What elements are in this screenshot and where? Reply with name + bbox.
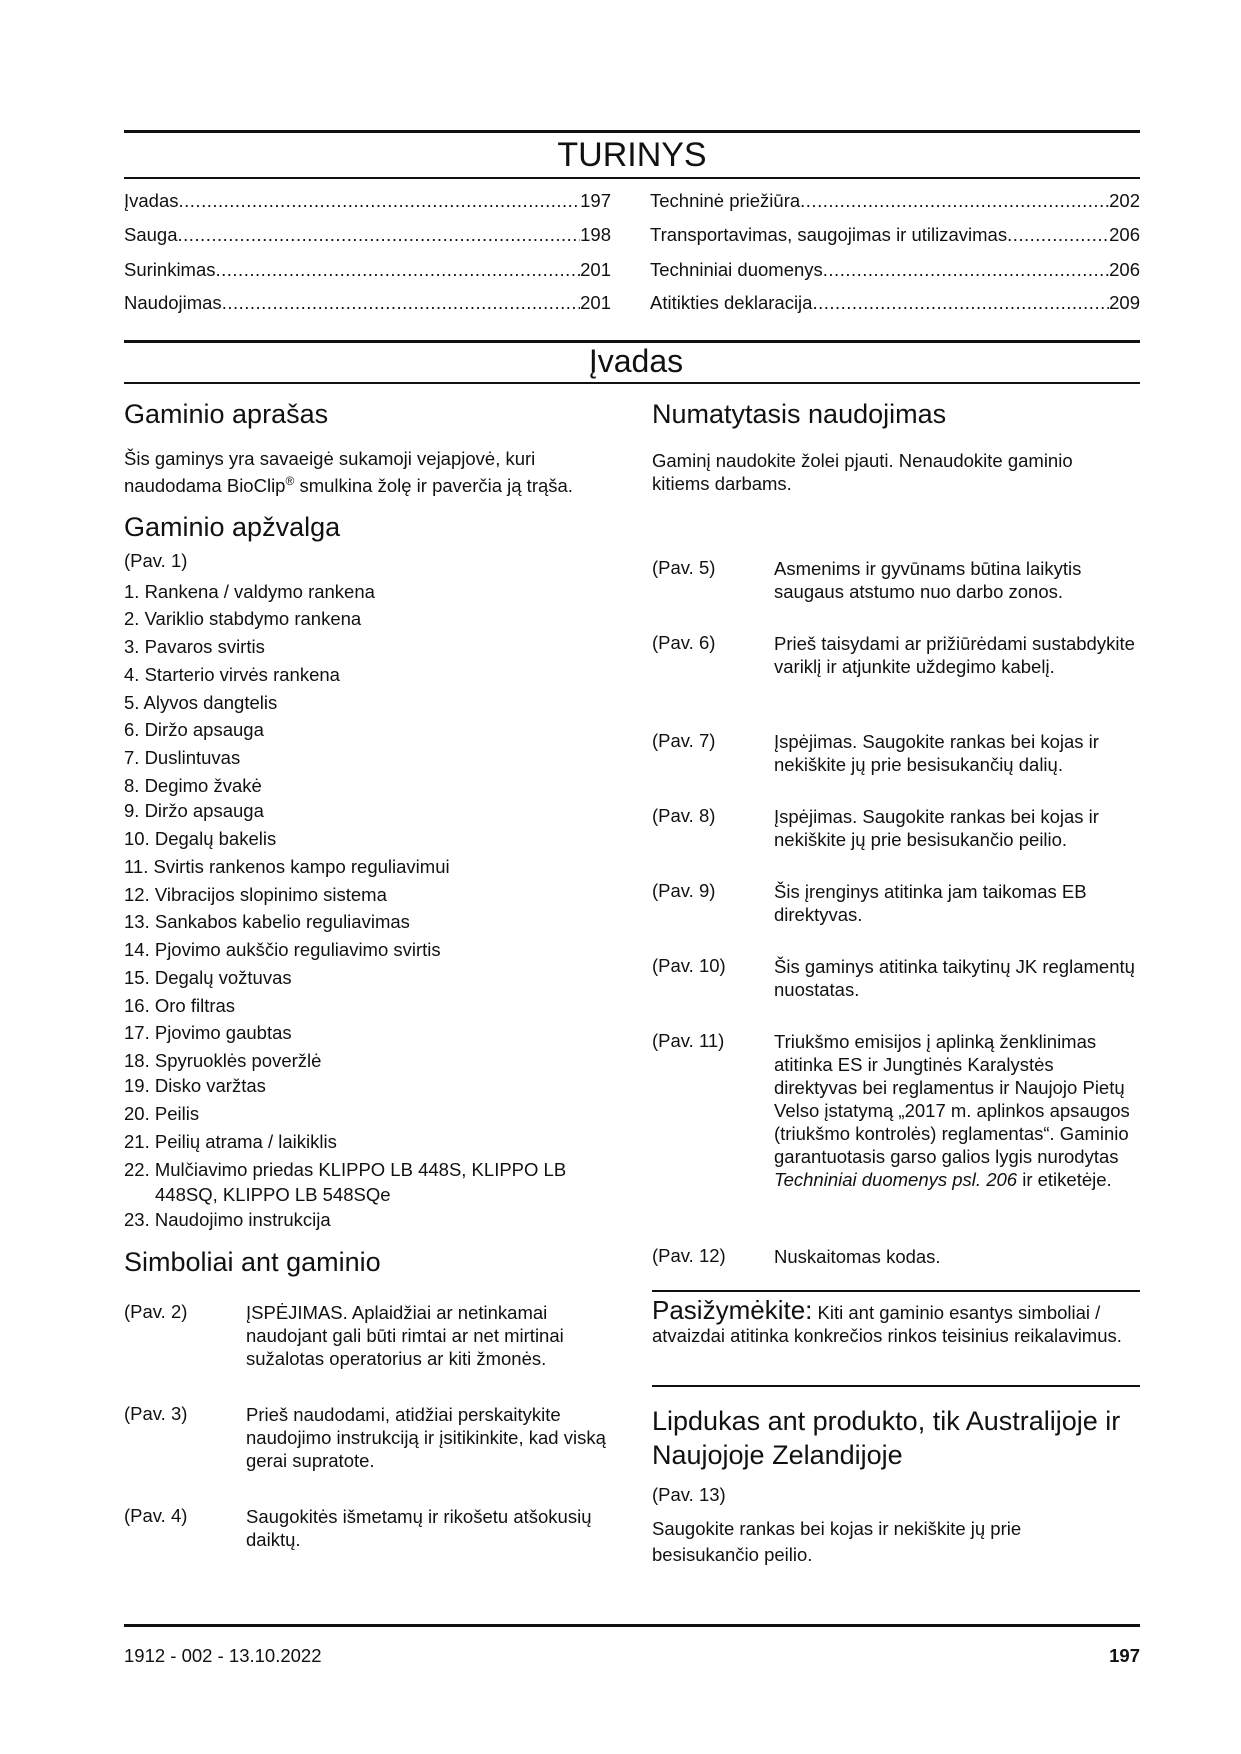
toc-entry[interactable]	[650, 259, 1140, 281]
toc-entry-label: Surinkimas	[124, 259, 216, 280]
list-item-continuation: 448SQ, KLIPPO LB 548SQe	[155, 1184, 391, 1205]
sticker-figure-ref: (Pav. 13)	[652, 1484, 726, 1505]
note-bottom-rule	[652, 1385, 1140, 1387]
toc-entry-page: 201	[580, 259, 611, 280]
symbol-description: Triukšmo emisijos į aplinką ženklinimas atitinka ES ir Jungtinės Karalystės direktyvas bei reglamentus ir Naujojo Pietų Velso įstatymą „2017 m. aplinkos apsaugos (triukšmo kontrolės) reglamentas“. Gaminio garantuotasis garso galios lygis nurodytas Techniniai duomenys psl. 206 ir etiketėje.	[774, 1031, 1130, 1190]
symbol-figure-ref: (Pav. 12)	[652, 1245, 726, 1266]
toc-entry-label: Atitikties deklaracija	[650, 292, 813, 313]
symbol-figure-ref: (Pav. 3)	[124, 1403, 188, 1424]
list-item: 2. Variklio stabdymo rankena	[124, 608, 362, 629]
toc-entry-page: 201	[580, 292, 611, 313]
list-item: 23. Naudojimo instrukcija	[124, 1209, 331, 1230]
toc-entry[interactable]	[650, 190, 1140, 212]
list-item: 13. Sankabos kabelio reguliavimas	[124, 911, 410, 932]
list-item: 11. Svirtis rankenos kampo reguliavimui	[124, 856, 450, 877]
symbol-figure-ref: (Pav. 2)	[124, 1301, 188, 1322]
toc-title: TURINYS	[557, 136, 707, 174]
symbol-description: Prieš taisydami ar prižiūrėdami sustabdykite variklį ir atjunkite uždegimo kabelį.	[774, 633, 1135, 677]
symbols-heading: Simboliai ant gaminio	[124, 1247, 381, 1277]
overview-figure-ref: (Pav. 1)	[124, 550, 188, 571]
intended-use-heading: Numatytasis naudojimas	[652, 399, 947, 429]
list-item: 12. Vibracijos slopinimo sistema	[124, 884, 387, 905]
toc-entry[interactable]	[650, 292, 1140, 314]
list-item: 20. Peilis	[124, 1103, 200, 1124]
list-item: 7. Duslintuvas	[124, 747, 241, 768]
list-item: 16. Oro filtras	[124, 995, 236, 1016]
list-item: 17. Pjovimo gaubtas	[124, 1022, 292, 1043]
note-label: Pasižymėkite:	[652, 1295, 813, 1325]
list-item: 14. Pjovimo aukščio reguliavimo svirtis	[124, 939, 441, 960]
toc-title-rule	[124, 177, 1140, 179]
toc-entry-label: Techniniai duomenys	[650, 259, 823, 280]
list-item: 19. Disko varžtas	[124, 1075, 266, 1096]
toc-entry-page: 202	[1109, 190, 1140, 211]
toc-entry[interactable]	[124, 190, 611, 212]
symbol-figure-ref: (Pav. 7)	[652, 730, 716, 751]
symbol-description: Šis gaminys atitinka taikytinų JK reglamentų nuostatas.	[774, 956, 1135, 1000]
list-item: 18. Spyruoklės poveržlė	[124, 1050, 322, 1071]
product-description-text: Šis gaminys yra savaeigė sukamoji vejapjovė, kuri naudodama BioClip® smulkina žolę ir paverčia ją trąša.	[124, 448, 573, 497]
sticker-heading: Lipdukas ant produkto, tik Australijoje ir Naujojoje Zelandijoje	[652, 1406, 1121, 1470]
list-item: 9. Diržo apsauga	[124, 800, 264, 821]
toc-entry-label: Įvadas	[124, 190, 179, 211]
intended-use-text: Gaminį naudokite žolei pjauti. Nenaudokite gaminio kitiems darbams.	[652, 450, 1073, 494]
toc-top-rule	[124, 130, 1140, 133]
toc-entry-label: Sauga	[124, 224, 178, 245]
list-item: 6. Diržo apsauga	[124, 719, 264, 740]
symbol-figure-ref: (Pav. 6)	[652, 632, 716, 653]
list-item: 15. Degalų vožtuvas	[124, 967, 292, 988]
list-item: 22. Mulčiavimo priedas KLIPPO LB 448S, KLIPPO LB	[124, 1159, 567, 1180]
toc-entry-page: 206	[1109, 259, 1140, 280]
list-item: 21. Peilių atrama / laikiklis	[124, 1131, 337, 1152]
list-item: 1. Rankena / valdymo rankena	[124, 581, 375, 602]
symbol-description: Įspėjimas. Saugokite rankas bei kojas ir nekiškite jų prie besisukančio peilio.	[774, 806, 1099, 850]
symbol-figure-ref: (Pav. 9)	[652, 880, 716, 901]
toc-entry[interactable]	[124, 224, 611, 246]
note-top-rule	[652, 1290, 1140, 1292]
toc-entry[interactable]	[650, 224, 1140, 246]
toc-entry-page: 206	[1109, 224, 1140, 245]
symbol-description: Saugokitės išmetamų ir rikošetu atšokusių daiktų.	[246, 1506, 592, 1550]
symbol-figure-ref: (Pav. 11)	[652, 1030, 725, 1051]
list-item: 3. Pavaros svirtis	[124, 636, 265, 657]
toc-entry[interactable]	[124, 292, 611, 314]
list-item: 8. Degimo žvakė	[124, 775, 262, 796]
list-item: 10. Degalų bakelis	[124, 828, 277, 849]
footer-doc-id: 1912 - 002 - 13.10.2022	[124, 1645, 322, 1666]
footer-rule	[124, 1624, 1140, 1627]
cross-reference-link[interactable]: Techniniai duomenys psl. 206	[774, 1169, 1018, 1190]
toc-entry-page: 198	[580, 224, 611, 245]
page-number: 197	[1109, 1645, 1140, 1666]
section-title: Įvadas	[588, 343, 684, 379]
list-item: 5. Alyvos dangtelis	[124, 692, 278, 713]
symbol-description: Prieš naudodami, atidžiai perskaitykite naudojimo instrukciją ir įsitikinkite, kad viską gerai supratote.	[246, 1404, 606, 1471]
symbol-description: ĮSPĖJIMAS. Aplaidžiai ar netinkamai naudojant gali būti rimtai ar net mirtinai sužalotas operatorius ar kiti žmonės.	[246, 1302, 564, 1369]
symbol-figure-ref: (Pav. 4)	[124, 1505, 188, 1526]
sticker-text: Saugokite rankas bei kojas ir nekiškite jų prie besisukančio peilio.	[652, 1518, 1022, 1565]
toc-entry-label: Techninė priežiūra	[650, 190, 801, 211]
symbol-figure-ref: (Pav. 8)	[652, 805, 716, 826]
symbol-description: Asmenims ir gyvūnams būtina laikytis saugaus atstumo nuo darbo zonos.	[774, 558, 1082, 602]
overview-heading: Gaminio apžvalga	[124, 512, 341, 542]
symbol-figure-ref: (Pav. 5)	[652, 557, 716, 578]
toc-entry-label: Naudojimas	[124, 292, 222, 313]
list-item: 4. Starterio virvės rankena	[124, 664, 340, 685]
symbol-description: Įspėjimas. Saugokite rankas bei kojas ir nekiškite jų prie besisukančių dalių.	[774, 731, 1099, 775]
product-description-heading: Gaminio aprašas	[124, 399, 329, 429]
symbol-description: Šis įrenginys atitinka jam taikomas EB direktyvas.	[774, 881, 1087, 925]
note-text: Pasižymėkite: Kiti ant gaminio esantys simboliai / atvaizdai atitinka konkrečios rinkos teisinius reikalavimus.	[652, 1295, 1122, 1346]
symbol-figure-ref: (Pav. 10)	[652, 955, 726, 976]
toc-entry-label: Transportavimas, saugojimas ir utilizavimas	[650, 224, 1008, 245]
section-title-rule	[124, 382, 1140, 384]
symbol-description: Nuskaitomas kodas.	[774, 1246, 941, 1267]
toc-entry-page: 209	[1109, 292, 1140, 313]
toc-entry-page: 197	[580, 190, 611, 211]
toc-entry[interactable]	[124, 259, 611, 281]
